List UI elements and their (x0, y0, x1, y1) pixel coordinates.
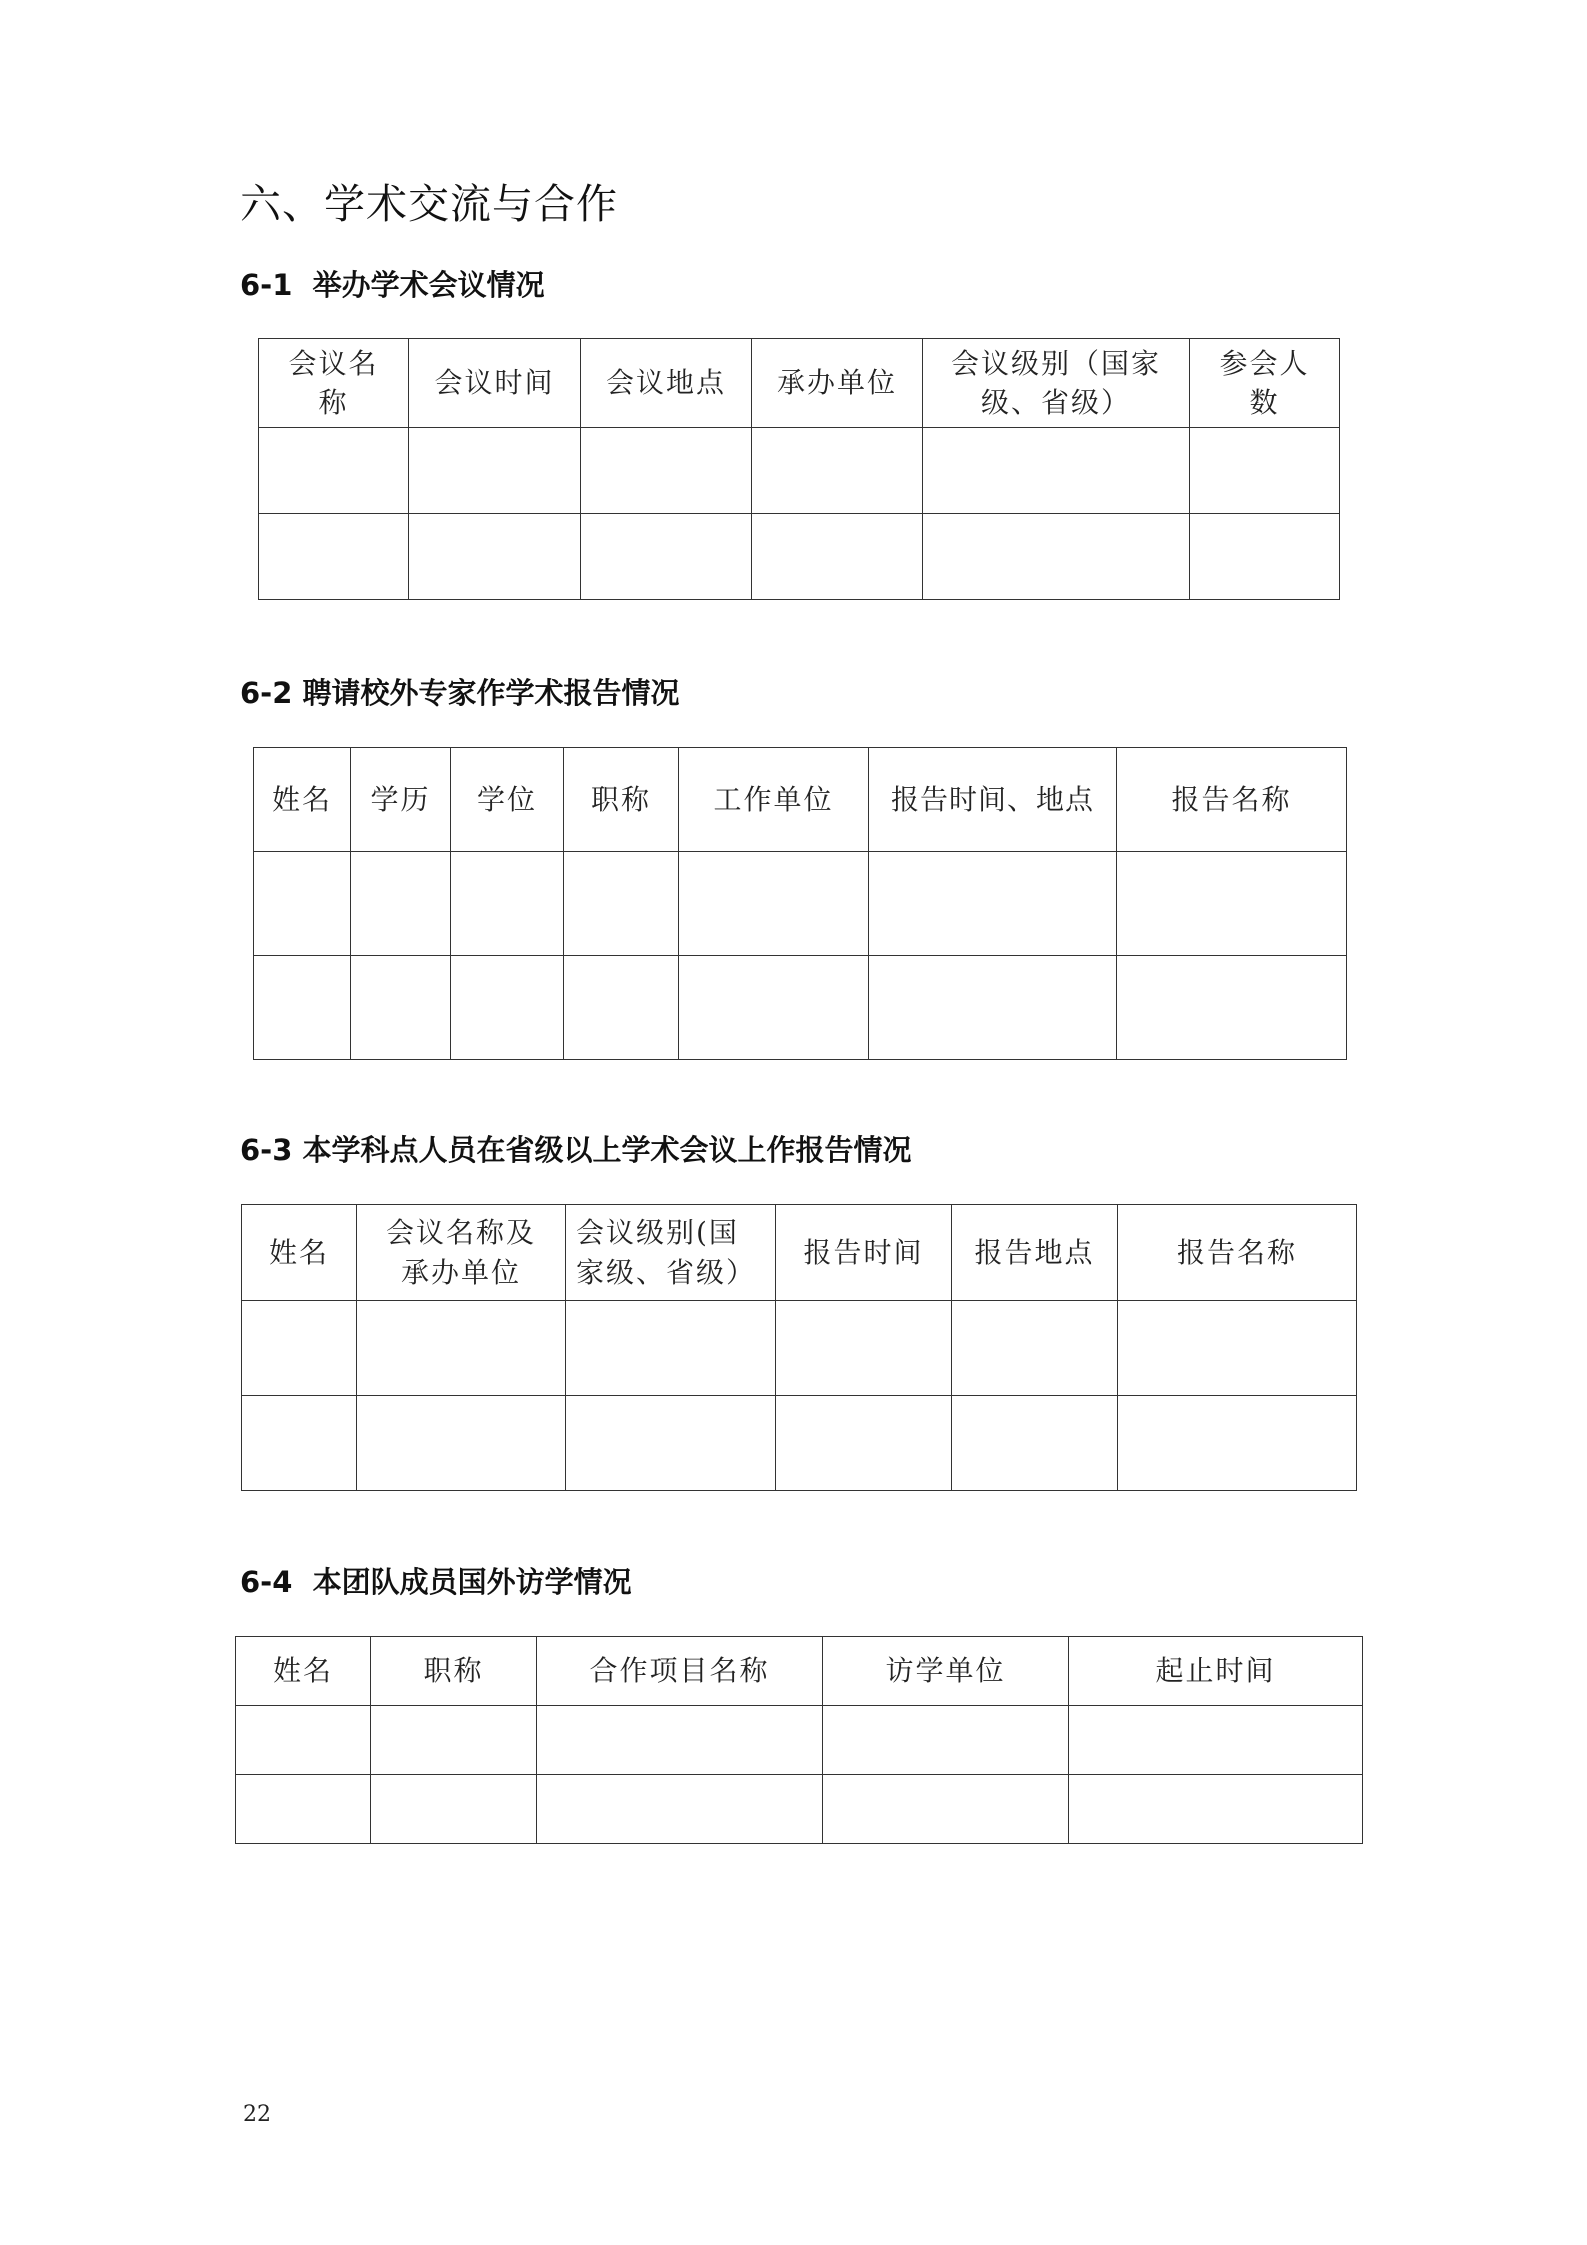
header-cell: 工作单位 (679, 748, 869, 852)
header-cell: 起止时间 (1069, 1637, 1363, 1706)
table-row (254, 956, 1347, 1060)
table-cell[interactable] (1118, 1396, 1357, 1491)
header-cell: 学历 (351, 748, 451, 852)
section-heading-6-1: 6-1 举办学术会议情况 (240, 268, 545, 302)
table-cell[interactable] (371, 1706, 537, 1775)
header-cell: 会议时间 (409, 339, 581, 428)
header-cell: 承办单位 (752, 339, 923, 428)
section-heading-6-4: 6-4 本团队成员国外访学情况 (240, 1565, 632, 1599)
table-cell[interactable] (752, 428, 923, 514)
table-overseas-visits (235, 1636, 1363, 1844)
table-cell[interactable] (952, 1396, 1118, 1491)
table-cell[interactable] (357, 1301, 566, 1396)
table-cell[interactable] (869, 852, 1117, 956)
table-external-expert-reports (253, 747, 1347, 1060)
table-header-row (259, 339, 1340, 428)
table-cell[interactable] (823, 1706, 1069, 1775)
header-cell: 姓名 (242, 1205, 357, 1301)
table-cell[interactable] (351, 852, 451, 956)
table-cell[interactable] (869, 956, 1117, 1060)
table-provincial-conference-reports (241, 1204, 1357, 1491)
section-heading-6-2: 6-2 聘请校外专家作学术报告情况 (240, 676, 680, 710)
table-cell[interactable] (259, 428, 409, 514)
table-cell[interactable] (236, 1706, 371, 1775)
table-cell[interactable] (581, 514, 752, 600)
table-cell[interactable] (242, 1396, 357, 1491)
table-cell[interactable] (776, 1301, 952, 1396)
table-academic-conferences (258, 338, 1340, 600)
table-cell[interactable] (537, 1706, 823, 1775)
table-cell[interactable] (1190, 514, 1340, 600)
header-cell: 会议级别（国家级、省级） (923, 339, 1190, 428)
header-cell: 合作项目名称 (537, 1637, 823, 1706)
header-cell: 会议名称 (259, 339, 409, 428)
table-cell[interactable] (1117, 852, 1347, 956)
table-cell[interactable] (351, 956, 451, 1060)
table-cell[interactable] (357, 1396, 566, 1491)
header-cell: 报告名称 (1118, 1205, 1357, 1301)
table-cell[interactable] (581, 428, 752, 514)
table-row (236, 1775, 1363, 1844)
table-cell[interactable] (254, 852, 351, 956)
header-cell: 姓名 (254, 748, 351, 852)
table-cell[interactable] (236, 1775, 371, 1844)
table-cell[interactable] (537, 1775, 823, 1844)
table-cell[interactable] (451, 956, 564, 1060)
table-cell[interactable] (242, 1301, 357, 1396)
table-row (236, 1706, 1363, 1775)
header-cell: 会议级别(国家级、省级） (566, 1205, 776, 1301)
header-cell: 职称 (371, 1637, 537, 1706)
table-cell[interactable] (566, 1396, 776, 1491)
table-header-row (236, 1637, 1363, 1706)
header-cell: 职称 (564, 748, 679, 852)
table-cell[interactable] (451, 852, 564, 956)
page-title: 六、学术交流与合作 (240, 180, 618, 228)
table-cell[interactable] (923, 428, 1190, 514)
table-cell[interactable] (259, 514, 409, 600)
table-cell[interactable] (409, 514, 581, 600)
header-cell: 会议地点 (581, 339, 752, 428)
table-row (259, 514, 1340, 600)
section-heading-6-3: 6-3 本学科点人员在省级以上学术会议上作报告情况 (240, 1133, 912, 1167)
table-cell[interactable] (564, 852, 679, 956)
table-cell[interactable] (823, 1775, 1069, 1844)
table-cell[interactable] (679, 956, 869, 1060)
table-row (254, 852, 1347, 956)
header-cell: 参会人数 (1190, 339, 1340, 428)
header-cell: 报告时间 (776, 1205, 952, 1301)
table-header-row (242, 1205, 1357, 1301)
table-row (242, 1396, 1357, 1491)
table-cell[interactable] (679, 852, 869, 956)
table-cell[interactable] (1118, 1301, 1357, 1396)
table-cell[interactable] (923, 514, 1190, 600)
header-cell: 学位 (451, 748, 564, 852)
table-cell[interactable] (254, 956, 351, 1060)
header-cell: 姓名 (236, 1637, 371, 1706)
header-cell: 报告名称 (1117, 748, 1347, 852)
page-number: 22 (243, 2102, 271, 2127)
header-cell: 会议名称及承办单位 (357, 1205, 566, 1301)
table-cell[interactable] (952, 1301, 1118, 1396)
table-cell[interactable] (409, 428, 581, 514)
table-cell[interactable] (564, 956, 679, 1060)
table-cell[interactable] (1117, 956, 1347, 1060)
table-cell[interactable] (1069, 1775, 1363, 1844)
table-cell[interactable] (752, 514, 923, 600)
table-cell[interactable] (371, 1775, 537, 1844)
header-cell: 报告地点 (952, 1205, 1118, 1301)
header-cell: 报告时间、地点 (869, 748, 1117, 852)
table-cell[interactable] (1069, 1706, 1363, 1775)
table-cell[interactable] (1190, 428, 1340, 514)
table-cell[interactable] (566, 1301, 776, 1396)
table-row (242, 1301, 1357, 1396)
table-cell[interactable] (776, 1396, 952, 1491)
header-cell: 访学单位 (823, 1637, 1069, 1706)
table-row (259, 428, 1340, 514)
table-header-row (254, 748, 1347, 852)
